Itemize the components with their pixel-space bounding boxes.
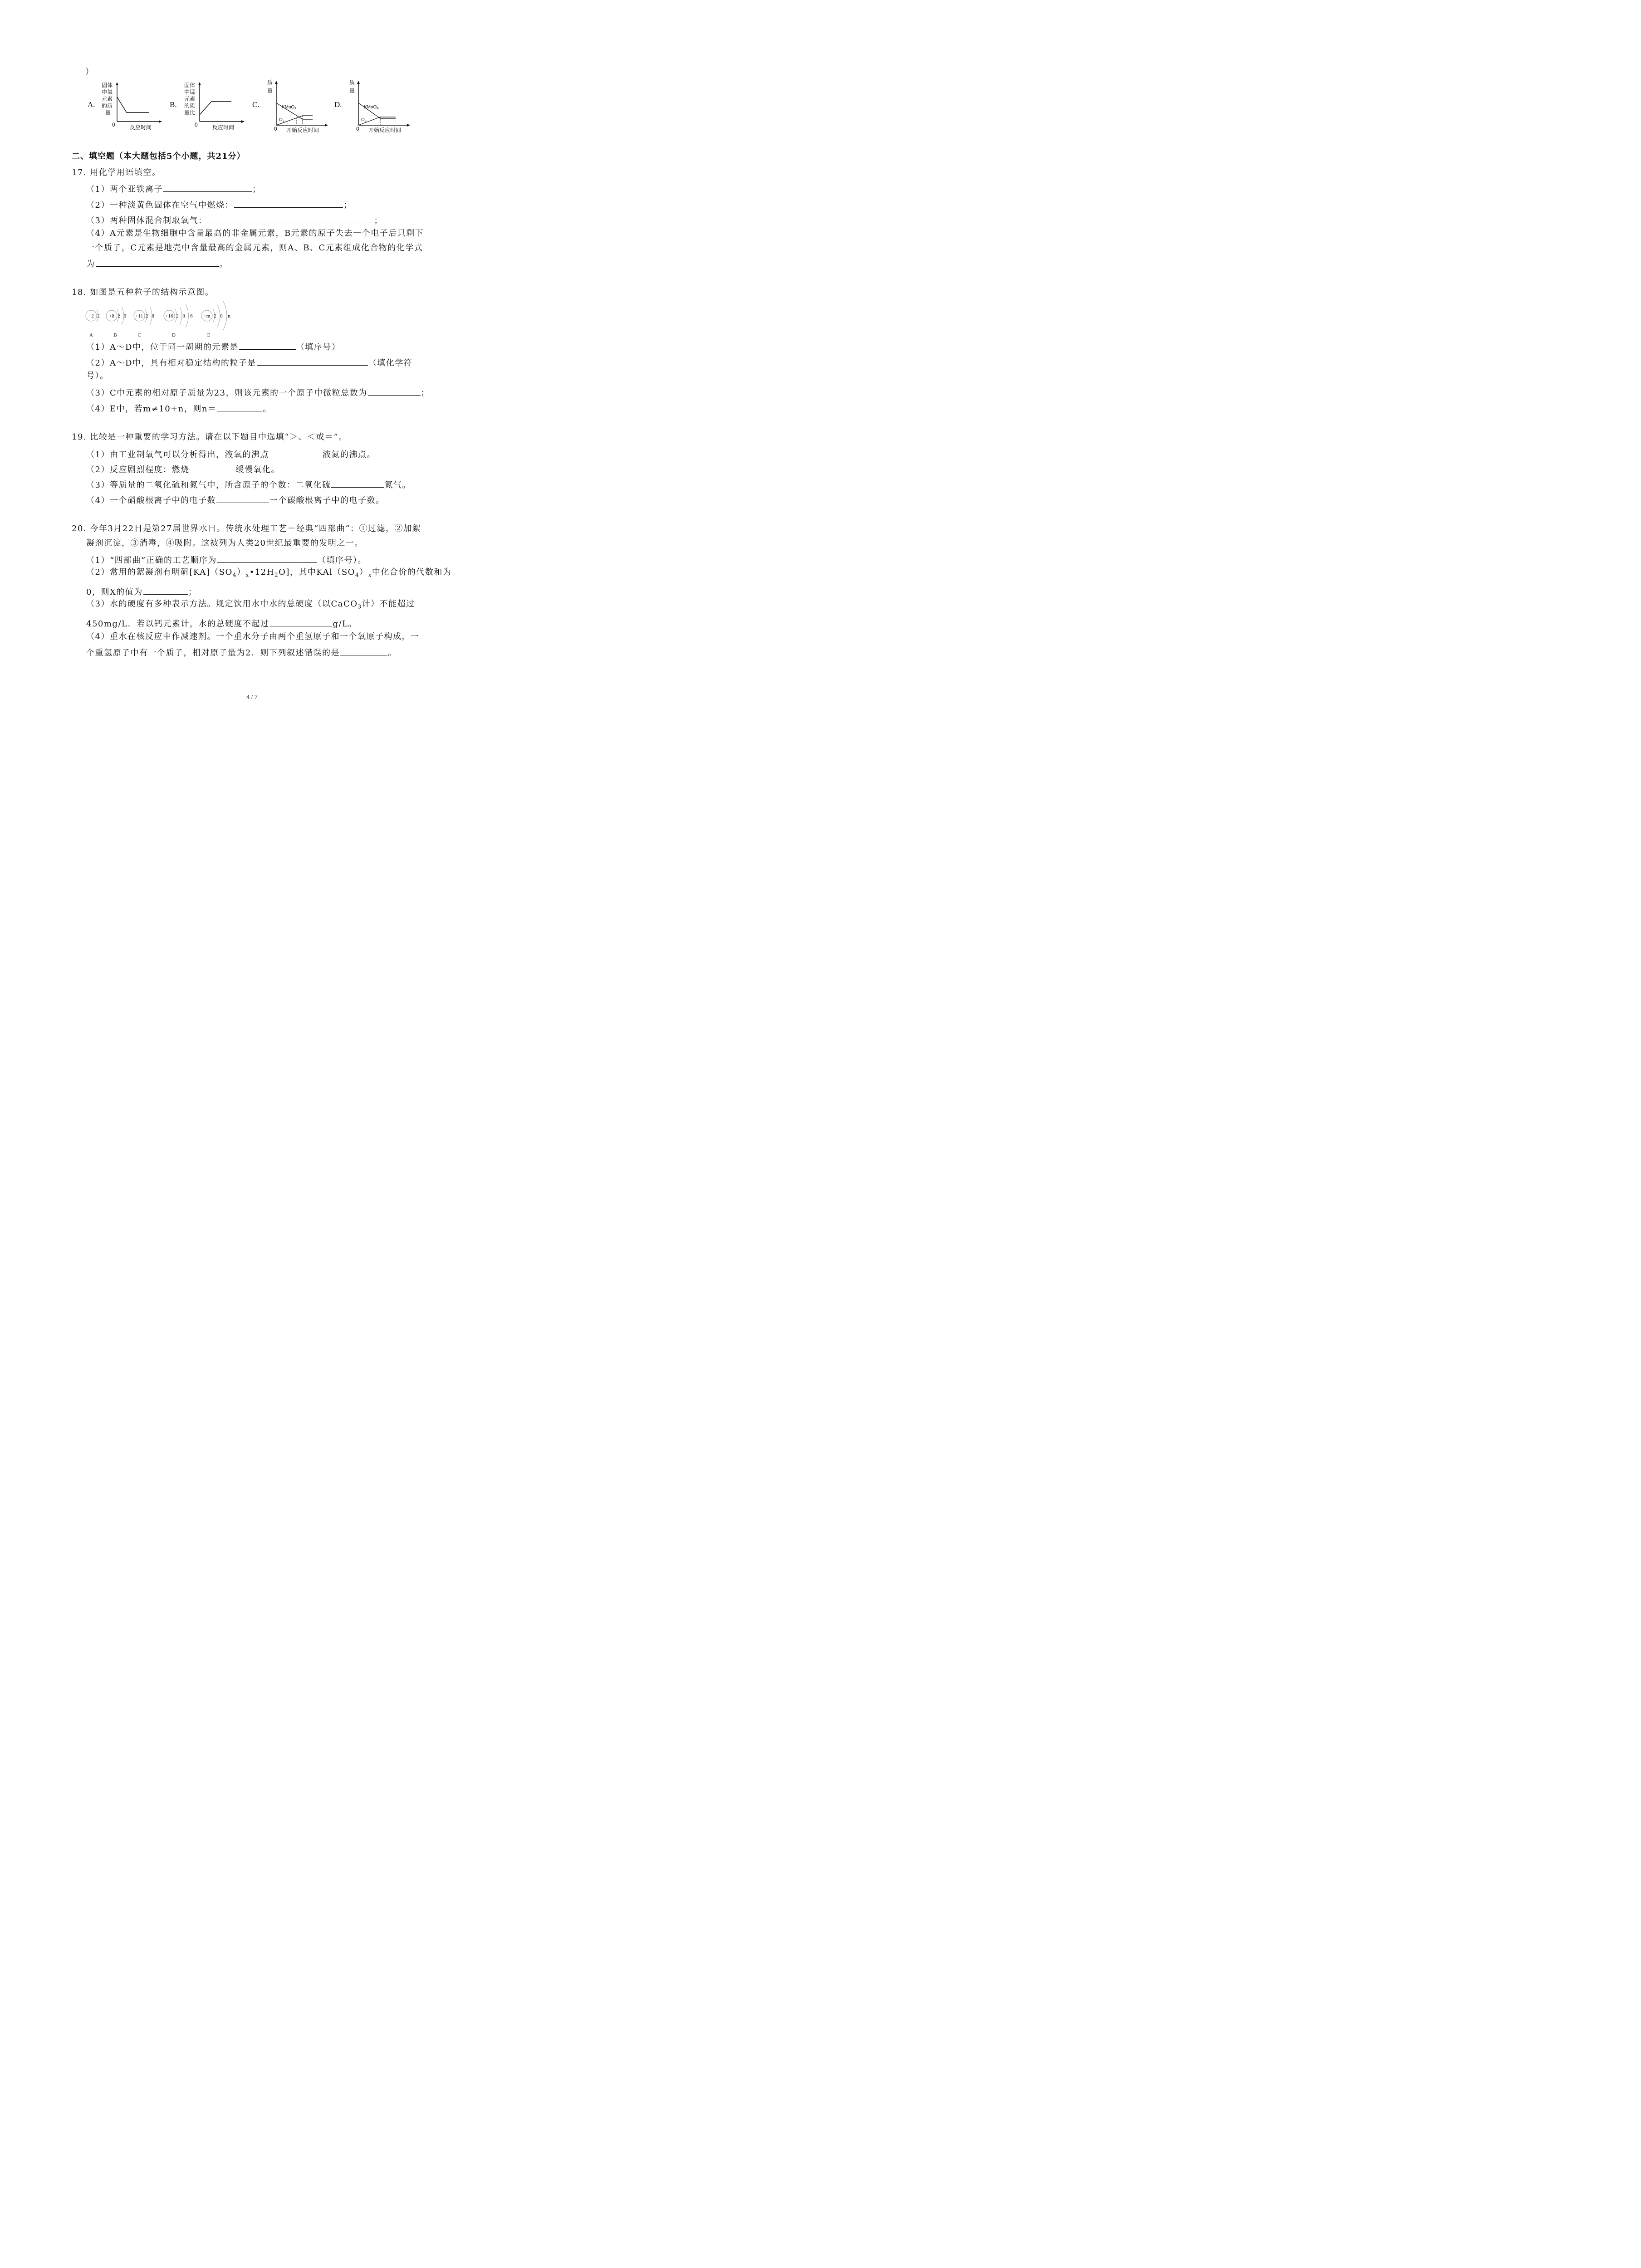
option-a-y-arrow <box>116 82 118 85</box>
option-d-graph <box>348 78 416 137</box>
svg-text:+2: +2 <box>88 313 94 319</box>
atom-c-label: C <box>137 332 141 338</box>
option-d-xlabel: 开始反应时间 <box>368 127 402 133</box>
svg-text:2: 2 <box>146 313 148 319</box>
option-d-o2-label: $O_2$ <box>361 117 367 123</box>
q20-part2-blank[interactable] <box>143 585 188 595</box>
atom-structure-diagrams <box>82 295 245 340</box>
svg-text:6: 6 <box>190 313 193 319</box>
q19-stem: 19. 比较是一种重要的学习方法。请在以下题目中选填“＞、＜或＝”。 <box>72 432 348 442</box>
svg-text:8: 8 <box>152 313 154 319</box>
atom-e <box>201 301 230 338</box>
q17-part4-line1: （4）A元素是生物细胞中含量最高的非金属元素，B元素的原子失去一个电子后只剩下 <box>86 229 424 238</box>
q19-part1: （1）由工业制氧气可以分析得出，液氧的沸点 液氮的沸点。 <box>86 448 376 460</box>
page-number: 4 / 7 <box>246 694 258 701</box>
svg-text:+16: +16 <box>165 313 173 319</box>
q18-part1-blank[interactable] <box>239 340 296 350</box>
option-a-ylabel-4: 的质 <box>102 103 113 109</box>
q17-part1: （1）两个亚铁离子 ； <box>86 182 261 195</box>
svg-text:2: 2 <box>118 313 120 319</box>
option-a-xlabel: 反应时间 <box>130 124 152 131</box>
option-b-origin: 0 <box>195 122 198 128</box>
option-d-x-arrow <box>407 124 410 127</box>
atom-d-label: D <box>172 332 176 338</box>
q19-part4: （4）一个硝酸根离子中的电子数 一个碳酸根离子中的电子数。 <box>86 494 384 506</box>
q17-part2: （2）一种淡黄色固体在空气中燃烧： ； <box>86 198 352 211</box>
q20-part3-line2: 450mg/L．若以钙元素计，水的总硬度不起过 g/L。 <box>86 617 357 630</box>
svg-text:n: n <box>228 313 230 319</box>
option-a-ylabel-1: 固体 <box>102 82 113 88</box>
q17-part4-line3: 为 。 <box>86 257 228 270</box>
option-b-ylabel-5: 量比 <box>184 109 196 116</box>
option-d-ylabel-1: 质 <box>349 79 355 86</box>
q18-part3: （3）C中元素的相对原子质量为23，则该元素的一个原子中微粒总数为 ； <box>86 386 430 399</box>
option-b-graph <box>183 81 249 135</box>
atom-d <box>164 304 193 338</box>
q20-part1-blank[interactable] <box>217 553 317 563</box>
q17-part4-blank[interactable] <box>96 257 219 267</box>
option-b-x-arrow <box>241 120 245 123</box>
svg-text:8: 8 <box>182 313 185 319</box>
q20-part2: （2）常用的絮凝剂有明矾$[KA](SO_4)_x•12H_2O$]，其中$KAl(SO_4)_x$中化合价的代数和为 <box>86 567 452 578</box>
atom-e-label: E <box>207 332 211 338</box>
option-b-curve <box>200 102 231 115</box>
option-c-letter: C. <box>252 100 260 109</box>
q19-part1-blank[interactable] <box>269 448 322 457</box>
q18-part2-blank[interactable] <box>257 356 368 366</box>
option-c-xlabel: 开始反应时间 <box>286 127 319 133</box>
q20-part3-blank[interactable] <box>269 617 332 626</box>
q19-part4-blank[interactable] <box>216 494 269 503</box>
svg-text:+11: +11 <box>135 313 143 319</box>
option-a-ylabel-3: 元素 <box>102 96 113 102</box>
option-c-graph <box>265 78 333 137</box>
option-c-ylabel-2: 量 <box>267 88 273 94</box>
option-c-x-arrow <box>325 124 328 127</box>
atom-b <box>106 307 126 338</box>
option-b-letter: B. <box>170 100 177 109</box>
q17-part3: （3）两种固体混合制取氧气： ； <box>86 214 383 226</box>
option-a-graph <box>101 81 167 135</box>
option-b-y-arrow <box>198 82 201 85</box>
q20-part4-blank[interactable] <box>340 646 387 655</box>
option-d-ylabel-2: 量 <box>349 88 355 94</box>
option-b-ylabel-2: 中锰 <box>184 89 196 95</box>
option-d-origin: 0 <box>356 126 359 132</box>
q18-part4: （4）E中，若m≠10+n，则n＝ 。 <box>86 402 272 415</box>
q20-part4-line1: （4）重水在核反应中作减速剂。一个重水分子由两个重氢原子和一个氧原子构成，一 <box>86 632 420 641</box>
q20-part2-line2: 0，则X的值为 ； <box>86 585 197 598</box>
section-title: 二、填空题（本大题包括5个小题，共21分） <box>72 152 245 161</box>
svg-text:+8: +8 <box>109 313 114 319</box>
q20-part1: （1）“四部曲”正确的工艺顺序为 （填序号）。 <box>86 553 367 566</box>
q20-part3: （3）水的硬度有多种表示方法。规定饮用水中水的总硬度（以CaCO$_3$计）不能超过 <box>86 599 415 610</box>
option-d-kmno4-label: KMnO$_4$ <box>364 105 379 110</box>
q19-part3-blank[interactable] <box>331 478 384 488</box>
option-c-y-arrow <box>275 81 278 84</box>
q19-part2: （2）反应剧烈程度：燃烧 缓慢氧化。 <box>86 463 280 475</box>
exam-page <box>0 0 504 713</box>
option-a-ylabel-5: 量 <box>105 109 111 116</box>
q20-stem-line2: 凝剂沉淀，③消毒，④吸附。这被列为人类20世纪最重要的发明之一。 <box>86 538 363 548</box>
option-a-ylabel-2: 中氧 <box>102 89 113 95</box>
q18-part2: （2）A～D中，具有相对稳定结构的粒子是 （填化学符 <box>86 356 412 369</box>
svg-text:6: 6 <box>123 313 126 319</box>
option-a-curve <box>117 97 149 112</box>
atom-a <box>86 309 100 338</box>
option-c-origin: 0 <box>274 126 277 132</box>
option-d-y-arrow <box>357 81 360 84</box>
q18-part2-line2: 号）。 <box>86 371 109 381</box>
option-b-xlabel: 反应时间 <box>212 124 235 131</box>
svg-text:8: 8 <box>220 313 223 319</box>
atom-a-label: A <box>89 332 93 338</box>
option-c-kmno4-label: KMnO$_4$ <box>282 105 297 110</box>
q17-stem: 17. 用化学用语填空。 <box>72 168 161 177</box>
svg-text:+m: +m <box>203 313 211 319</box>
option-a-x-arrow <box>159 120 162 123</box>
q20-part4-line2: 个重氢原子中有一个质子，相对原子量为2．则下列叙述错误的是 。 <box>86 646 397 659</box>
option-b-ylabel-3: 元素 <box>184 96 196 102</box>
q19-part2-blank[interactable] <box>190 463 235 472</box>
option-d-letter: D. <box>334 100 342 109</box>
svg-text:2: 2 <box>176 313 179 319</box>
q17-part3-blank[interactable] <box>207 214 373 223</box>
option-c-ylabel-1: 质 <box>267 79 273 86</box>
q18-part1: （1）A～D中，位于同一周期的元素是 （填序号） <box>86 340 340 353</box>
q17-part1-blank[interactable] <box>163 182 252 192</box>
option-a-origin: 0 <box>112 122 115 128</box>
atom-b-label: B <box>113 332 117 338</box>
option-b-ylabel-1: 固体 <box>184 82 196 88</box>
q18-part4-blank[interactable] <box>217 402 262 411</box>
option-a-letter: A. <box>88 100 95 109</box>
option-c-o2-label: $O_2$ <box>279 117 284 123</box>
q20-stem-line1: 20. 今年3月22日是第27届世界水日。传统水处理工艺－经典“四部曲“：①过滤，②加絮 <box>72 524 421 533</box>
q17-part2-blank[interactable] <box>234 198 343 208</box>
q18-part3-blank[interactable] <box>368 386 421 396</box>
svg-text:2: 2 <box>97 313 100 319</box>
q19-part3: （3）等质量的二氧化硫和氮气中，所含原子的个数：二氧化硫 氮气。 <box>86 478 411 491</box>
closing-paren: ） <box>85 67 94 77</box>
svg-text:2: 2 <box>214 313 216 319</box>
q18-stem: 18. 如图是五种粒子的结构示意图。 <box>72 288 214 297</box>
option-b-ylabel-4: 的质 <box>184 103 196 109</box>
q17-part4-line2: 一个质子，C元素是地壳中含量最高的金属元素，则A、B、C元素组成化合物的化学式 <box>86 243 423 253</box>
atom-c <box>134 307 154 338</box>
